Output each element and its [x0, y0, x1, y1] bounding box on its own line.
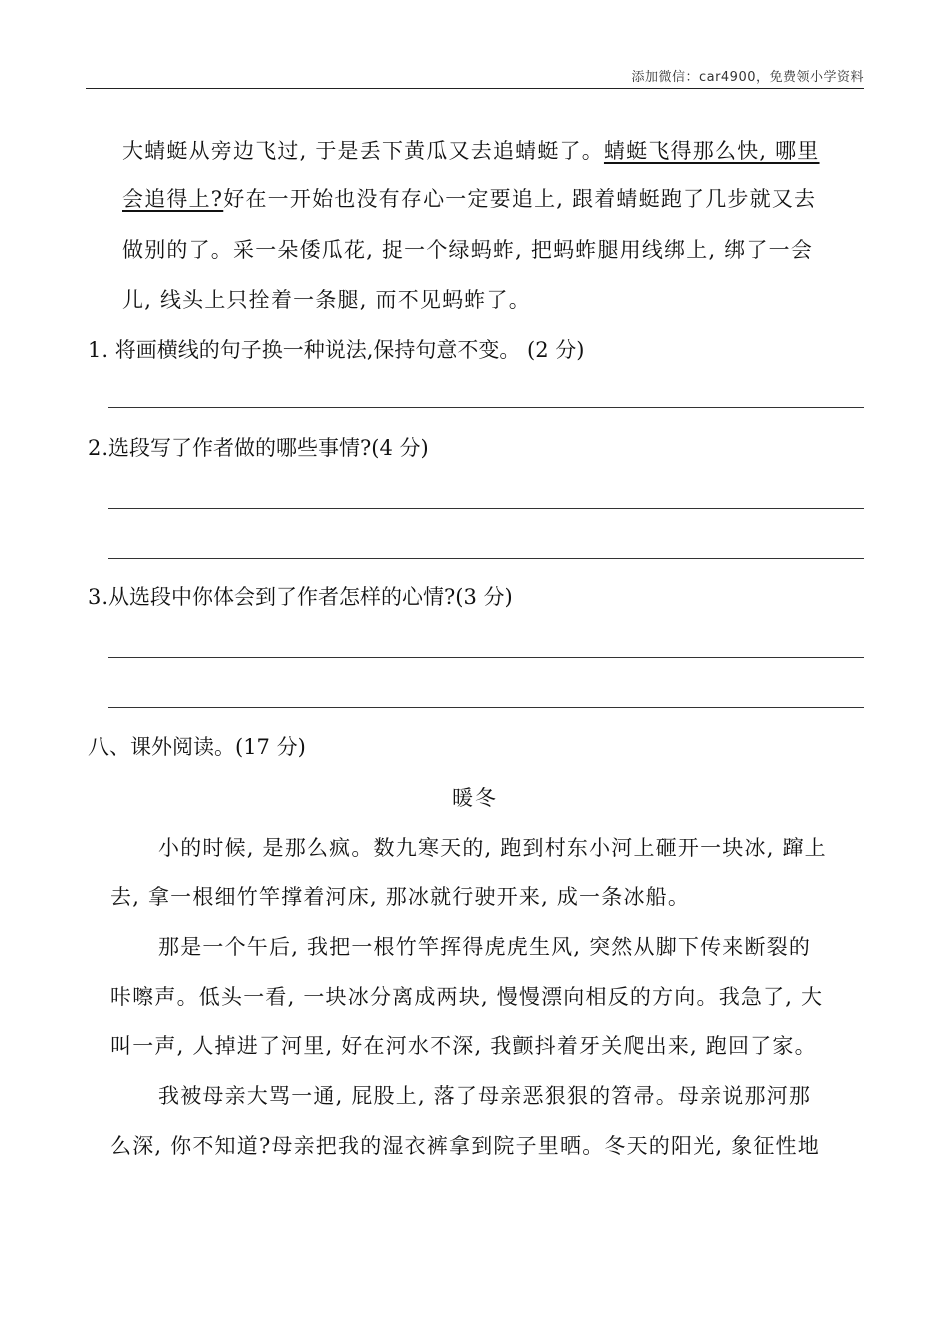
passage-line-1 — [122, 141, 820, 162]
article-line-2: 去, 拿一根细竹竿撑着河床, 那冰就行驶开来, 成一条冰船。 — [110, 885, 691, 909]
passage-line-4: 儿, 线头上只拴着一条腿, 而不见蚂蚱了。 — [122, 288, 531, 312]
answer-line-q3-b[interactable] — [108, 707, 864, 708]
article-title: 暖冬 — [452, 786, 498, 810]
question-2: 2.选段写了作者做的哪些事情?(4 分) — [88, 436, 429, 460]
underlined-sentence-part-2: 会追得上? — [122, 187, 224, 211]
passage-text: 好在一开始也没有存心一定要追上, 跟着蜻蜓跑了几步就又去 — [223, 187, 817, 211]
article-line-5: 叫一声, 人掉进了河里, 好在河水不深, 我颤抖着牙关爬出来, 跑回了家。 — [110, 1034, 817, 1058]
question-3: 3.从选段中你体会到了作者怎样的心情?(3 分) — [88, 585, 513, 609]
article-line-4: 咔嚓声。低头一看, 一块冰分离成两块, 慢慢漂向相反的方向。我急了, 大 — [110, 985, 824, 1009]
answer-line-q2-a[interactable] — [108, 508, 864, 509]
answer-line-q2-b[interactable] — [108, 558, 864, 559]
passage-text: 大蜻蜓从旁边飞过, 于是丢下黄瓜又去追蜻蜓了。 — [122, 139, 604, 163]
article-line-1: 小的时候, 是那么疯。数九寒天的, 跑到村东小河上砸开一块冰, 蹿上 — [158, 836, 827, 860]
section-heading: 八、课外阅读。(17 分) — [88, 735, 306, 759]
question-1: 1. 将画横线的句子换一种说法,保持句意不变。 (2 分) — [88, 338, 585, 362]
header-divider — [86, 88, 864, 89]
underlined-sentence-part-1: 蜻蜓飞得那么快, 哪里 — [603, 139, 820, 163]
article-line-6: 我被母亲大骂一通, 屁股上, 落了母亲恶狠狠的笤帚。母亲说那河那 — [158, 1084, 812, 1108]
answer-line-q3-a[interactable] — [108, 657, 864, 658]
passage-line-3: 做别的了。采一朵倭瓜花, 捉一个绿蚂蚱, 把蚂蚱腿用线绑上, 绑了一会 — [122, 238, 814, 262]
passage-line-2 — [122, 189, 816, 210]
header-watermark-note: 添加微信：car4900，免费领小学资料 — [631, 70, 864, 85]
answer-line-q1[interactable] — [108, 407, 864, 408]
article-line-7: 么深, 你不知道?母亲把我的湿衣裤拿到院子里晒。冬天的阳光, 象征性地 — [110, 1134, 820, 1158]
article-line-3: 那是一个午后, 我把一根竹竿挥得虎虎生风, 突然从脚下传来断裂的 — [158, 935, 812, 959]
